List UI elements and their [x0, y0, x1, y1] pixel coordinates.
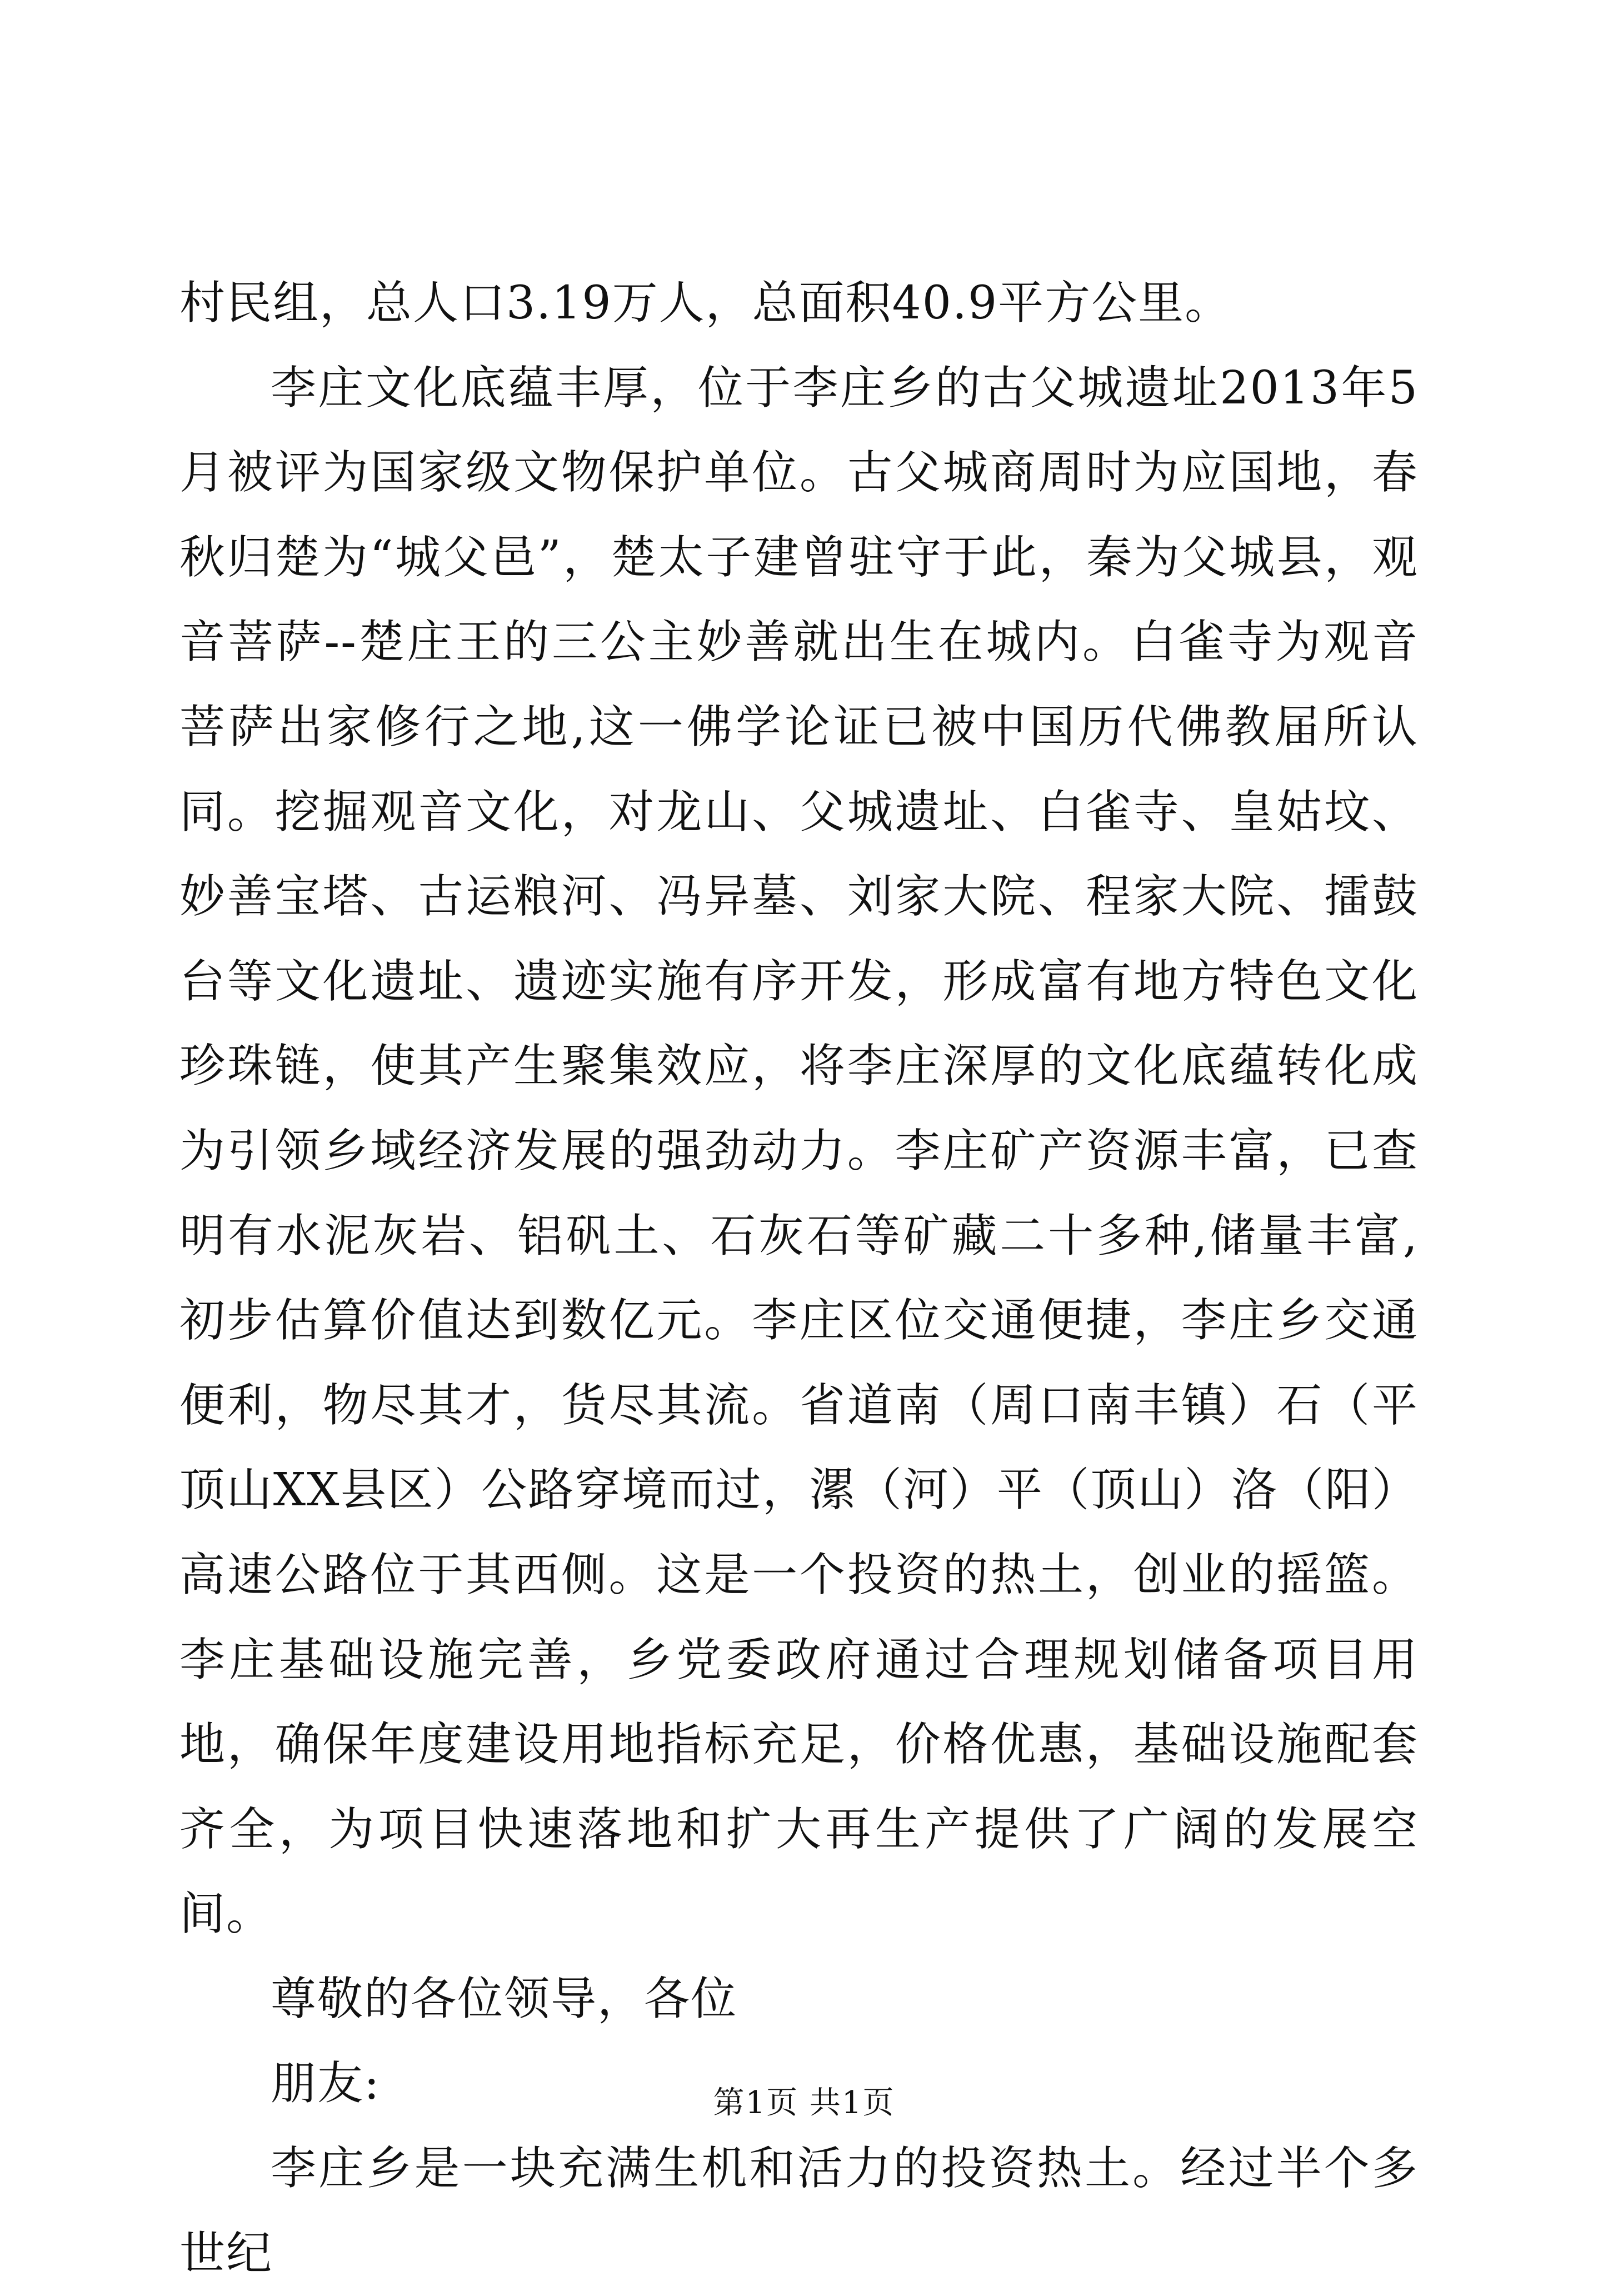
paragraph-culture-resources: 李庄文化底蕴丰厚，位于李庄乡的古父城遗址2013年5月被评为国家级文物保护单位。古父城商周时为应国地，春秋归楚为“城父邑”，楚太子建曾驻守于此，秦为父城县，观音菩萨--楚庄王的三公主妙善就出生在城内。白雀寺为观音菩萨出家修行之地,这一佛学论证已被中国历代佛教届所认同。挖掘观音文化，对龙山、父城遗址、白雀寺、皇姑坟、妙善宝塔、古运粮河、冯异墓、刘家大院、程家大院、擂鼓台等文化遗址、遗迹实施有序开发，形成富有地方特色文化珍珠链，使其产生聚集效应，将李庄深厚的文化底蕴转化成为引领乡域经济发展的强劲动力。李庄矿产资源丰富，已查明有水泥灰岩、铝矾土、石灰石等矿藏二十多种,储量丰富,初步估算价值达到数亿元。李庄区位交通便捷，李庄乡交通便利，物尽其才，货尽其流。省道南（周口南丰镇）石（平顶山XX县区）公路穿境而过，漯（河）平（顶山）洛（阳）高速公路位于其西侧。这是一个投资的热土，创业的摇篮。李庄基础设施完善，乡党委政府通过合理规划储备项目用地，确保年度建设用地指标充足，价格优惠，基础设施配套齐全，为项目快速落地和扩大再生产提供了广阔的发展空间。 — [179, 361, 1419, 1941]
paragraph-salutation: 尊敬的各位领导，各位 — [271, 1972, 738, 2025]
page-footer: 第1页 共1页 — [713, 2085, 895, 2121]
paragraph-investment-intro: 李庄乡是一块充满生机和活力的投资热土。经过半个多世纪 — [179, 2142, 1419, 2280]
paragraph-salutation-friends: 朋友: — [271, 2057, 381, 2110]
document-body — [179, 261, 1419, 2296]
paragraph-continuation: 村民组，总人口3.19万人，总面积40.9平方公里。 — [179, 277, 1232, 330]
